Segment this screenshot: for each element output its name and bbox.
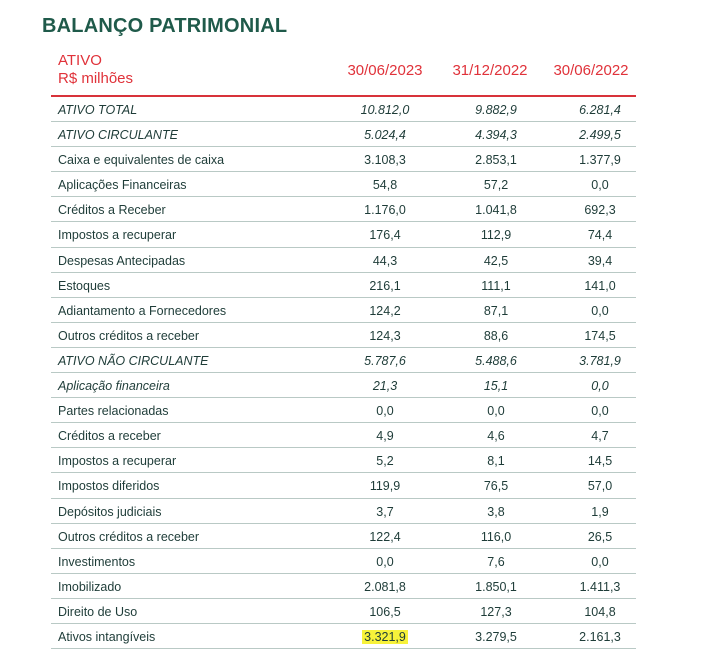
row-value-col-3: 14,5 <box>587 454 613 469</box>
row-label: Impostos a recuperar <box>58 228 177 243</box>
row-label: Créditos a receber <box>58 429 161 444</box>
table-row <box>51 197 636 222</box>
row-value-col-2: 3,8 <box>487 504 505 519</box>
row-value-col-3: 57,0 <box>587 479 613 494</box>
table-row <box>51 323 636 348</box>
table-row <box>51 624 636 649</box>
row-value-col-2: 127,3 <box>480 604 512 619</box>
row-value-col-1: 0,0 <box>376 554 394 569</box>
row-label: ATIVO NÃO CIRCULANTE <box>58 353 209 368</box>
row-value-col-2: 0,0 <box>487 404 505 419</box>
row-value-col-3: 141,0 <box>584 278 616 293</box>
row-value-col-1: 124,2 <box>369 303 401 318</box>
row-value-col-2: 88,6 <box>483 328 509 343</box>
row-value-col-3: 692,3 <box>584 203 616 218</box>
row-value-col-2: 112,9 <box>480 228 512 243</box>
row-value-col-2: 9.882,9 <box>475 103 517 117</box>
section-label-ativo: ATIVO <box>58 52 102 69</box>
table-row <box>51 298 636 323</box>
table-row <box>51 122 636 147</box>
row-value-col-3: 1.377,9 <box>579 153 621 168</box>
row-label: Depósitos judiciais <box>58 504 162 519</box>
row-value-col-3: 39,4 <box>587 253 613 268</box>
row-value-col-3: 104,8 <box>584 604 616 619</box>
row-value-col-1: 0,0 <box>376 404 394 419</box>
column-header-date-3: 30/06/2022 <box>553 62 629 79</box>
row-label: Aplicação financeira <box>58 379 170 394</box>
row-label: ATIVO CIRCULANTE <box>58 128 178 143</box>
row-value-col-1: 21,3 <box>372 379 398 394</box>
row-value-col-2: 42,5 <box>483 253 509 268</box>
table-row <box>51 549 636 574</box>
row-label: Outros créditos a receber <box>58 529 200 544</box>
column-header-date-2: 31/12/2022 <box>452 62 528 79</box>
row-value-col-1: 106,5 <box>369 604 401 619</box>
row-value-col-1: 124,3 <box>369 328 401 343</box>
row-value-col-2: 87,1 <box>483 303 509 318</box>
row-label: Caixa e equivalentes de caixa <box>58 153 225 168</box>
row-label: Aplicações Financeiras <box>58 178 187 193</box>
row-value-col-1: 122,4 <box>369 529 401 544</box>
row-label: Despesas Antecipadas <box>58 253 186 268</box>
row-value-col-1: 3.321,9 <box>364 629 406 644</box>
row-value-col-2: 4.394,3 <box>475 128 517 143</box>
row-value-col-1: 44,3 <box>372 253 398 268</box>
table-row <box>51 172 636 197</box>
row-value-col-1: 119,9 <box>369 479 401 494</box>
row-label: Imobilizado <box>58 579 122 594</box>
row-value-col-3: 0,0 <box>591 404 609 419</box>
table-row <box>51 273 636 298</box>
row-label: Estoques <box>58 278 111 293</box>
row-value-col-3: 4,7 <box>591 429 609 444</box>
row-value-col-1: 3,7 <box>376 504 394 519</box>
row-value-col-2: 116,0 <box>480 529 512 544</box>
row-value-col-2: 1.850,1 <box>475 579 517 594</box>
row-value-col-3: 2.161,3 <box>579 629 621 644</box>
table-row <box>51 348 636 373</box>
row-value-col-3: 2.499,5 <box>579 128 621 143</box>
row-value-col-3: 3.781,9 <box>579 353 621 368</box>
row-value-col-2: 4,6 <box>487 429 505 444</box>
row-value-col-3: 1.411,3 <box>579 579 621 594</box>
row-label: Impostos a recuperar <box>58 454 177 469</box>
row-value-col-3: 74,4 <box>587 228 613 243</box>
row-value-col-1: 10.812,0 <box>360 103 410 117</box>
row-value-col-3: 1,9 <box>591 504 609 519</box>
page-title: BALANÇO PATRIMONIAL <box>42 15 288 37</box>
table-row <box>51 574 636 599</box>
table-row <box>51 222 636 247</box>
row-label: Investimentos <box>58 554 136 569</box>
row-value-col-3: 174,5 <box>584 328 616 343</box>
table-row <box>51 473 636 498</box>
row-value-col-2: 1.041,8 <box>475 203 517 218</box>
row-label: Direito de Uso <box>58 604 138 619</box>
table-row <box>51 147 636 172</box>
row-value-col-2: 5.488,6 <box>475 353 517 368</box>
row-value-col-3: 0,0 <box>591 554 609 569</box>
table-row <box>51 599 636 624</box>
section-label <box>58 52 133 88</box>
row-value-col-2: 76,5 <box>483 479 509 494</box>
row-value-col-1: 2.081,8 <box>364 579 406 594</box>
column-header-date-1: 30/06/2023 <box>347 62 423 79</box>
row-value-col-2: 111,1 <box>481 278 511 293</box>
row-value-col-2: 7,6 <box>487 554 505 569</box>
row-value-col-1: 4,9 <box>376 429 394 444</box>
table-row <box>51 373 636 398</box>
table-row <box>51 423 636 448</box>
section-label-units: R$ milhões <box>58 70 134 87</box>
row-value-col-1: 5.787,6 <box>364 353 406 368</box>
table-row <box>51 97 636 122</box>
row-value-col-3: 0,0 <box>591 379 609 394</box>
row-label: Impostos diferidos <box>58 479 160 494</box>
row-value-col-1: 5.024,4 <box>364 128 406 143</box>
row-label: Adiantamento a Fornecedores <box>58 303 227 318</box>
row-value-col-2: 57,2 <box>483 178 509 193</box>
row-value-col-1: 54,8 <box>372 178 398 193</box>
row-value-col-1: 176,4 <box>369 228 401 243</box>
table-row <box>51 248 636 273</box>
table-row <box>51 524 636 549</box>
balance-table <box>51 97 636 649</box>
row-value-col-2: 2.853,1 <box>475 153 517 168</box>
row-value-col-3: 26,5 <box>587 529 613 544</box>
row-label: Créditos a Receber <box>58 203 166 218</box>
row-value-col-1: 5,2 <box>376 454 394 469</box>
row-value-col-3: 0,0 <box>591 178 609 193</box>
row-value-col-2: 3.279,5 <box>475 629 517 644</box>
row-label: Partes relacionadas <box>58 404 169 419</box>
row-value-col-2: 8,1 <box>487 454 505 469</box>
row-value-col-1: 3.108,3 <box>364 153 406 168</box>
row-value-col-1: 216,1 <box>369 278 401 293</box>
row-label: ATIVO TOTAL <box>58 103 138 117</box>
row-label: Ativos intangíveis <box>58 629 156 644</box>
row-label: Outros créditos a receber <box>58 328 200 343</box>
row-value-col-2: 15,1 <box>483 379 509 394</box>
row-value-col-3: 6.281,4 <box>579 103 621 117</box>
table-row <box>51 398 636 423</box>
table-row <box>51 499 636 524</box>
table-row <box>51 448 636 473</box>
row-value-col-1: 1.176,0 <box>364 203 406 218</box>
row-value-col-3: 0,0 <box>591 303 609 318</box>
